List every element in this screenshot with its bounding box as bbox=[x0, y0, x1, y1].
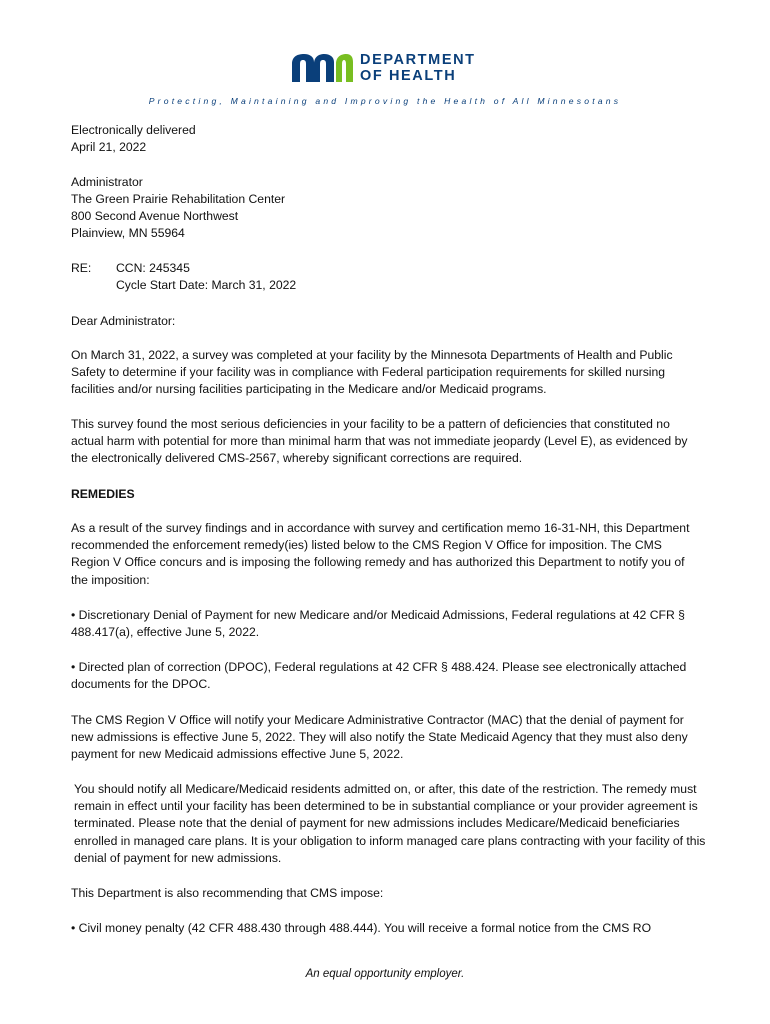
remedy-bullet-cmp: • Civil money penalty (42 CFR 488.430 through 488.444). You will receive a formal notice from the CMS RO bbox=[71, 921, 652, 935]
dept-line1: DEPARTMENT bbox=[360, 52, 476, 68]
re-ccn: CCN: 245345 bbox=[116, 261, 190, 275]
delivery-method: Electronically delivered bbox=[71, 123, 196, 137]
tagline: Protecting, Maintaining and Improving the Health of All Minnesotans bbox=[148, 96, 622, 106]
mn-logo-mark-icon bbox=[290, 52, 354, 82]
salutation: Dear Administrator: bbox=[71, 314, 176, 328]
re-label: RE: bbox=[71, 261, 92, 275]
paragraph-resident-notice: You should notify all Medicare/Medicaid residents admitted on, or after, this date of the restriction. The remedy must remain in effect until your facility has been determined to be in substantial compliance or your provider agreement is terminated. Please note that the denial of payment for new admissions includes Medicare/Medicaid beneficiaries enrolled in managed care plans. It is your obligation to inform managed care plans contracting with your facility of this denial of payment for new admissions. bbox=[74, 782, 706, 865]
recipient-title: Administrator bbox=[71, 175, 143, 189]
paragraph-deficiencies: This survey found the most serious deficiencies in your facility to be a pattern of deficiencies that constituted no actual harm with potential for more than minimal harm that was not immediate jeopardy (Level E), as evidenced by the electronically delivered CMS-2567, whereby significant corrections are required. bbox=[71, 417, 688, 466]
dept-line2: OF HEALTH bbox=[360, 68, 457, 84]
paragraph-survey-completed: On March 31, 2022, a survey was completed at your facility by the Minnesota Departments of Health and Public Safety to determine if your facility was in compliance with Federal participation requirements for skilled nursing facilities and/or nursing facilities participating in the Medicare and/or Medicaid programs. bbox=[71, 348, 673, 397]
recipient-facility: The Green Prairie Rehabilitation Center bbox=[71, 192, 286, 206]
paragraph-also-recommending: This Department is also recommending that CMS impose: bbox=[71, 886, 384, 900]
paragraph-mac-notice: The CMS Region V Office will notify your Medicare Administrative Contractor (MAC) that the denial of payment for new admissions is effective June 5, 2022. They will also notify the State Medicaid Agency that they must also deny payment for new Medicaid admissions effective June 5, 2022. bbox=[71, 713, 688, 762]
department-name bbox=[360, 52, 476, 84]
re-cycle-date: Cycle Start Date: March 31, 2022 bbox=[116, 278, 297, 292]
letter-date: April 21, 2022 bbox=[71, 140, 147, 154]
remedy-bullet-dpoc: • Directed plan of correction (DPOC), Federal regulations at 42 CFR § 488.424. Please see electronically attached documents for the DPOC. bbox=[71, 660, 687, 692]
remedies-heading: REMEDIES bbox=[71, 487, 135, 501]
department-logo bbox=[290, 52, 490, 86]
paragraph-remedies-intro: As a result of the survey findings and in accordance with survey and certification memo 16-31-NH, this Department recommended the enforcement remedy(ies) listed below to the CMS Region V Office for imposition. The CMS Region V Office concurs and is imposing the following remedy and has authorized this Department to notify you of the imposition: bbox=[71, 521, 690, 587]
remedy-bullet-denial-payment: • Discretionary Denial of Payment for new Medicare and/or Medicaid Admissions, Federal regulations at 42 CFR § 488.417(a), effective June 5, 2022. bbox=[71, 608, 685, 640]
recipient-street: 800 Second Avenue Northwest bbox=[71, 209, 239, 223]
recipient-city: Plainview, MN 55964 bbox=[71, 226, 185, 240]
footer-equal-opportunity: An equal opportunity employer. bbox=[305, 968, 465, 980]
